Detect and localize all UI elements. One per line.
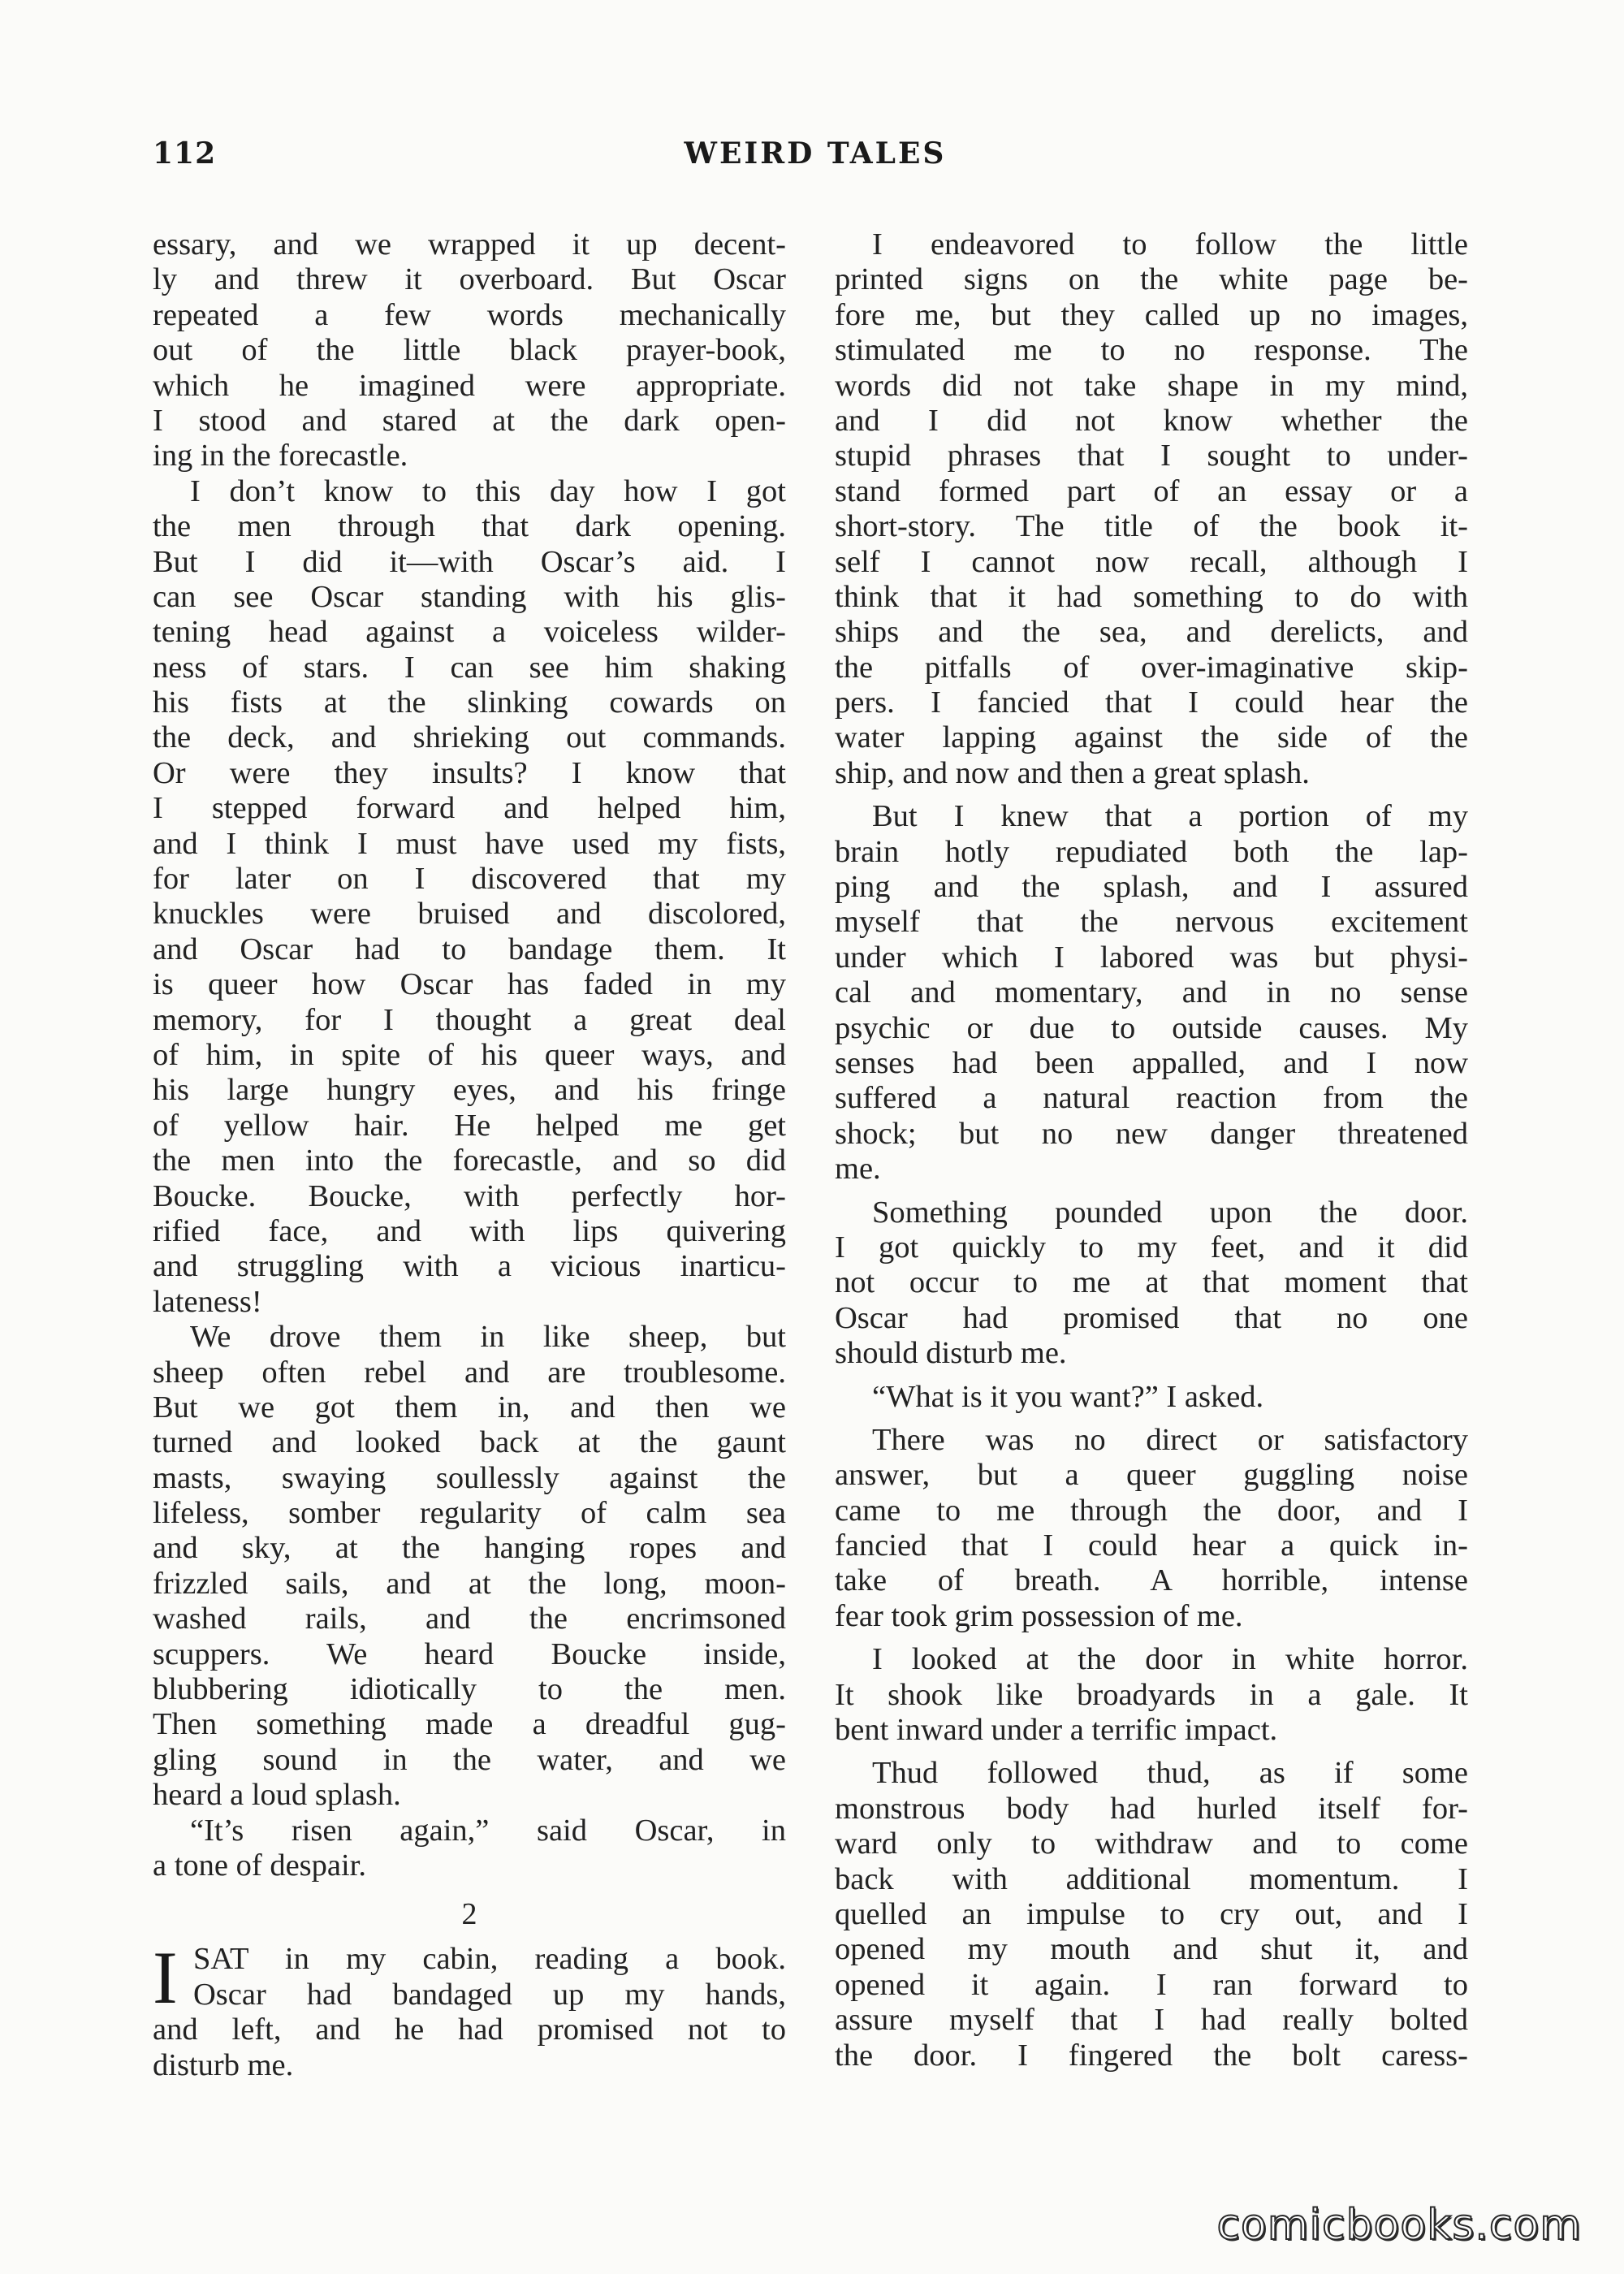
left-column xyxy=(153,227,786,2083)
text-line: for later on I discovered that my xyxy=(153,862,786,897)
text-line: repeated a few words mechanically xyxy=(153,297,786,332)
text-line: not occur to me at that moment that xyxy=(835,1265,1468,1300)
text-line: and Oscar had to bandage them. It xyxy=(153,932,786,966)
text-line: which he imagined were appropriate. xyxy=(153,368,786,403)
text-line: But we got them in, and then we xyxy=(153,1390,786,1424)
text-line: and sky, at the hanging ropes and xyxy=(153,1531,786,1566)
paragraph-first-line: But I knew that a portion of my xyxy=(872,799,1468,834)
text-line: fancied that I could hear a quick in- xyxy=(835,1528,1468,1563)
paragraph-gap xyxy=(835,1187,1468,1195)
text-line: Then something made a dreadful gug- xyxy=(153,1707,786,1742)
text-line: stimulated me to no response. The xyxy=(835,333,1468,368)
text-line: monstrous body had hurled itself for- xyxy=(835,1791,1468,1826)
text-line: of yellow hair. He helped me get xyxy=(153,1108,786,1143)
text-line: ships and the sea, and derelicts, and xyxy=(835,615,1468,650)
text-line: his fists at the slinking cowards on xyxy=(153,685,786,720)
text-line: assure myself that I had really bolted xyxy=(835,2003,1468,2038)
text-line: Oscar had bandaged up my hands, xyxy=(193,1977,786,2012)
text-line: senses had been appalled, and I now xyxy=(835,1045,1468,1080)
text-line: back with additional momentum. I xyxy=(835,1861,1468,1896)
text-line: ship, and now and then a great splash. xyxy=(835,755,1310,790)
text-line: cal and momentary, and in no sense xyxy=(835,975,1468,1010)
text-line: But I did it—with Oscar’s aid. I xyxy=(153,544,786,579)
paragraph-first-line: I don’t know to this day how I got xyxy=(190,473,786,508)
text-line: is queer how Oscar has faded in my xyxy=(153,967,786,1002)
running-head: WEIRD TALES xyxy=(684,136,947,171)
text-line: memory, for I thought a great deal xyxy=(153,1002,786,1037)
text-line: rified face, and with lips quivering xyxy=(153,1213,786,1248)
dropcap-paragraph xyxy=(153,1936,786,2083)
paragraph-gap xyxy=(835,1748,1468,1756)
text-line: essary, and we wrapped it up decent- xyxy=(153,227,786,262)
text-line: water lapping against the side of the xyxy=(835,720,1468,755)
text-line: stand formed part of an essay or a xyxy=(835,473,1468,508)
section-number: 2 xyxy=(461,1897,477,1932)
text-line: the door. I fingered the bolt caress- xyxy=(835,2038,1468,2073)
text-line: lateness! xyxy=(153,1284,262,1319)
paragraph-first-line: “What is it you want?” I asked. xyxy=(872,1379,1264,1414)
text-line: bent inward under a terrific impact. xyxy=(835,1713,1278,1748)
text-line: ing in the forecastle. xyxy=(153,439,408,473)
text-line: brain hotly repudiated both the lap- xyxy=(835,834,1468,869)
text-line: shock; but no new danger threatened xyxy=(835,1116,1468,1151)
text-line: Boucke. Boucke, with perfectly hor- xyxy=(153,1178,786,1213)
text-line: frizzled sails, and at the long, moon- xyxy=(153,1566,786,1601)
text-line: a tone of despair. xyxy=(153,1848,366,1883)
text-line: and left, and he had promised not to xyxy=(153,2012,786,2047)
text-line: It shook like broadyards in a gale. It xyxy=(835,1677,1468,1712)
site-watermark: comicbooks.com xyxy=(1216,2201,1582,2250)
paragraph-gap xyxy=(835,1372,1468,1380)
text-line: his large hungry eyes, and his fringe xyxy=(153,1073,786,1108)
text-line: ness of stars. I can see him shaking xyxy=(153,650,786,685)
paragraph-first-line: There was no direct or satisfactory xyxy=(872,1422,1468,1457)
text-line: sheep often rebel and are troublesome. xyxy=(153,1355,786,1390)
page-number: 112 xyxy=(153,136,217,171)
text-line: disturb me. xyxy=(153,2047,294,2082)
paragraph-first-line: I endeavored to follow the little xyxy=(872,227,1468,262)
text-line: opened it again. I ran forward to xyxy=(835,1967,1468,2002)
text-line: the deck, and shrieking out commands. xyxy=(153,720,786,755)
text-line: out of the little black prayer-book, xyxy=(153,333,786,368)
text-line: can see Oscar standing with his glis- xyxy=(153,579,786,614)
text-line: self I cannot now recall, although I xyxy=(835,544,1468,579)
text-line: myself that the nervous excitement xyxy=(835,905,1468,940)
right-column xyxy=(835,227,1468,2073)
text-line: ward only to withdraw and to come xyxy=(835,1827,1468,1861)
text-line: and I think I must have used my fists, xyxy=(153,826,786,861)
text-line: SAT in my cabin, reading a book. xyxy=(193,1942,786,1977)
text-line: gling sound in the water, and we xyxy=(153,1742,786,1777)
text-line: fore me, but they called up no images, xyxy=(835,297,1468,332)
text-line: masts, swaying soullessly against the xyxy=(153,1460,786,1495)
text-line: under which I labored was but physi- xyxy=(835,940,1468,975)
page-header xyxy=(153,136,1478,185)
text-line: and I did not know whether the xyxy=(835,403,1468,438)
text-line: washed rails, and the encrimsoned xyxy=(153,1602,786,1636)
text-line: and struggling with a vicious inarticu- xyxy=(153,1249,786,1284)
text-line: lifeless, somber regularity of calm sea xyxy=(153,1496,786,1531)
text-line: take of breath. A horrible, intense xyxy=(835,1563,1468,1598)
text-line: psychic or due to outside causes. My xyxy=(835,1010,1468,1045)
text-line: the pitfalls of over-imaginative skip- xyxy=(835,650,1468,685)
paragraph-gap xyxy=(835,1415,1468,1423)
text-line: opened my mouth and shut it, and xyxy=(835,1932,1468,1967)
text-line: suffered a natural reaction from the xyxy=(835,1081,1468,1116)
text-line: of him, in spite of his queer ways, and xyxy=(153,1037,786,1072)
text-line: I got quickly to my feet, and it did xyxy=(835,1230,1468,1265)
text-line: short-story. The title of the book it- xyxy=(835,509,1468,544)
text-line: ping and the splash, and I assured xyxy=(835,870,1468,905)
text-line: turned and looked back at the gaunt xyxy=(153,1425,786,1460)
text-line: the men through that dark opening. xyxy=(153,509,786,544)
text-line: should disturb me. xyxy=(835,1336,1067,1371)
text-line: came to me through the door, and I xyxy=(835,1493,1468,1528)
text-line: Oscar had promised that no one xyxy=(835,1300,1468,1335)
paragraph-first-line: Something pounded upon the door. xyxy=(872,1195,1468,1230)
text-line: words did not take shape in my mind, xyxy=(835,368,1468,403)
text-line: ly and threw it overboard. But Oscar xyxy=(153,262,786,297)
paragraph-first-line: We drove them in like sheep, but xyxy=(190,1320,786,1355)
paragraph-first-line: “It’s risen again,” said Oscar, in xyxy=(190,1813,786,1848)
text-line: quelled an impulse to cry out, and I xyxy=(835,1896,1468,1931)
text-line: think that it had something to do with xyxy=(835,579,1468,614)
paragraph-gap xyxy=(835,1634,1468,1642)
text-line: me. xyxy=(835,1152,881,1187)
paragraph-first-line: Thud followed thud, as if some xyxy=(872,1756,1468,1791)
text-line: tening head against a voiceless wilder- xyxy=(153,615,786,650)
text-line: the men into the forecastle, and so did xyxy=(153,1143,786,1178)
text-line: fear took grim possession of me. xyxy=(835,1598,1243,1633)
text-line: scuppers. We heard Boucke inside, xyxy=(153,1636,786,1671)
text-line: pers. I fancied that I could hear the xyxy=(835,685,1468,720)
drop-cap: I xyxy=(153,1936,178,2020)
text-line: answer, but a queer guggling noise xyxy=(835,1458,1468,1493)
text-line: Or were they insults? I know that xyxy=(153,755,786,790)
paragraph-gap xyxy=(835,791,1468,799)
text-line: blubbering idiotically to the men. xyxy=(153,1672,786,1707)
text-line: printed signs on the white page be- xyxy=(835,262,1468,297)
text-line: knuckles were bruised and discolored, xyxy=(153,897,786,932)
text-line: heard a loud splash. xyxy=(153,1778,401,1813)
text-line: I stood and stared at the dark open- xyxy=(153,403,786,438)
text-line: stupid phrases that I sought to under- xyxy=(835,439,1468,473)
paragraph-first-line: I looked at the door in white horror. xyxy=(872,1642,1468,1677)
text-line: I stepped forward and helped him, xyxy=(153,791,786,826)
